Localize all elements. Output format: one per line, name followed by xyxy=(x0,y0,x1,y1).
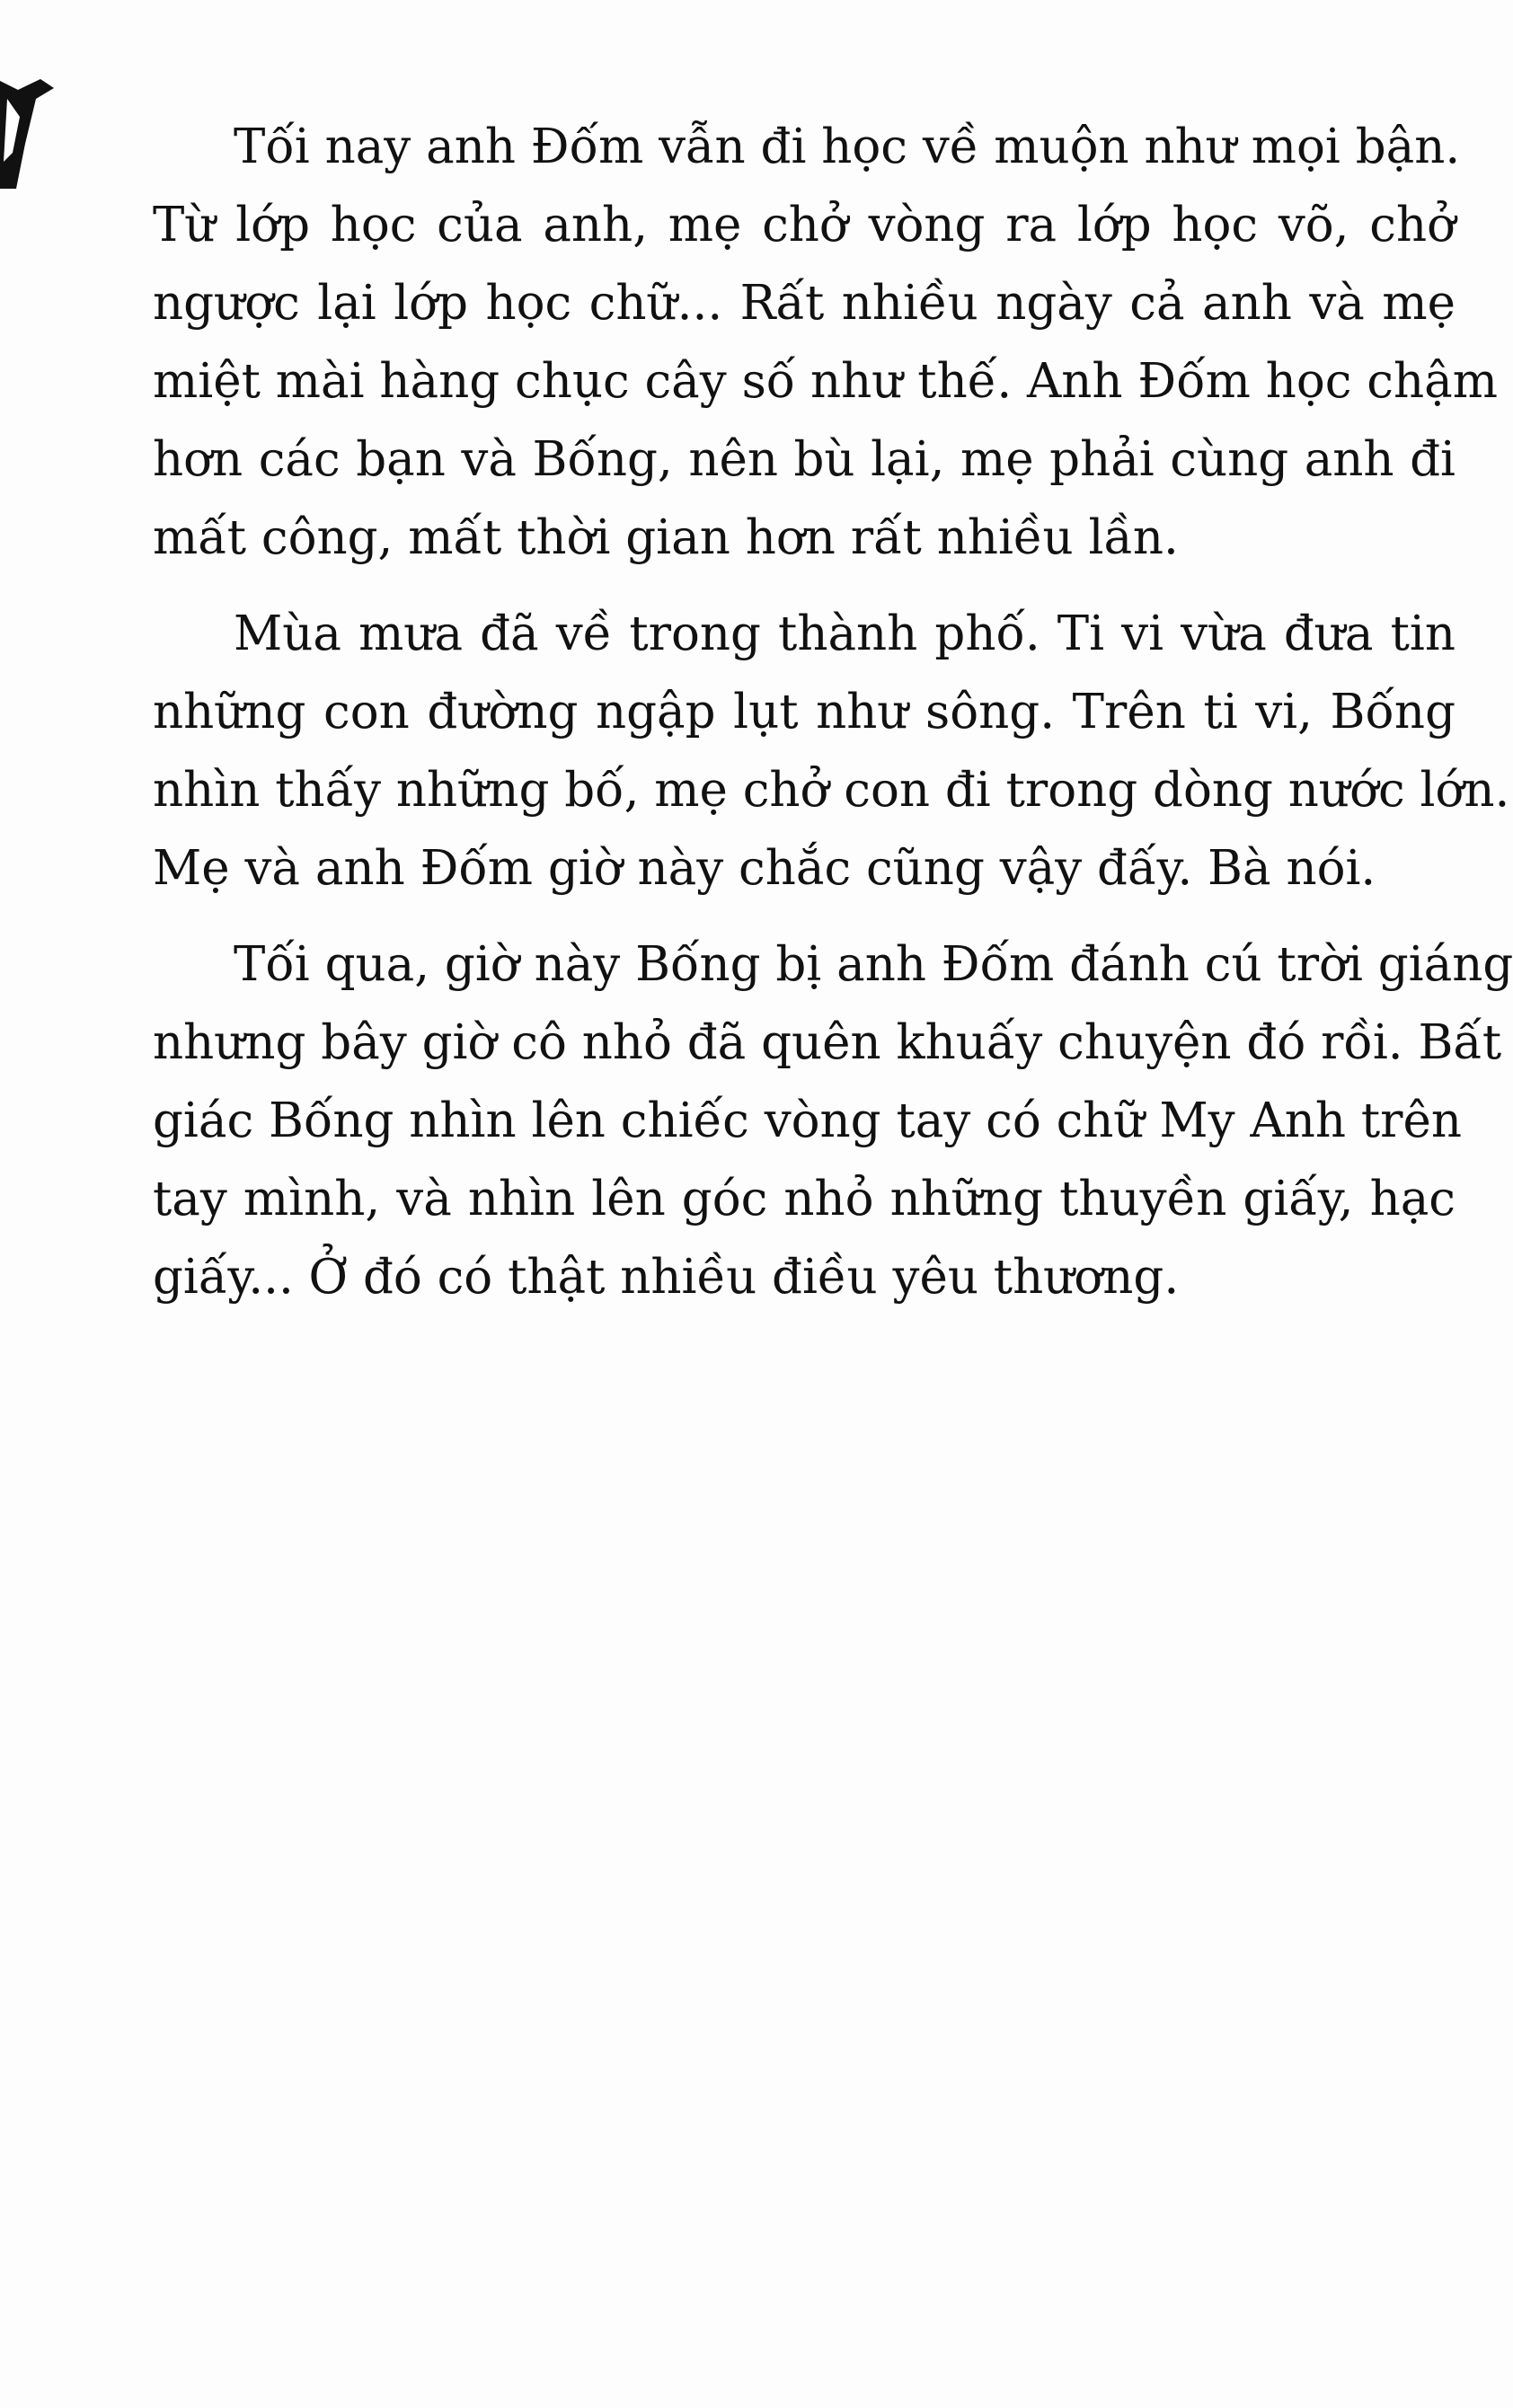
text-line: Mùa mưa đã về trong thành phố. Ti vi vừa đưa tin xyxy=(234,606,1455,661)
text-line: giấy... Ở đó có thật nhiều điều yêu thương. xyxy=(153,1250,1180,1305)
text-line: miệt mài hàng chục cây số như thế. Anh Đốm học chậm xyxy=(153,354,1498,409)
paragraph-1 xyxy=(153,108,1498,577)
text-line: hơn các bạn và Bống, nên bù lại, mẹ phải cùng anh đi xyxy=(153,432,1455,487)
story-text xyxy=(153,108,1513,1316)
text-line: nhìn thấy những bố, mẹ chở con đi trong dòng nước lớn. xyxy=(153,763,1510,818)
text-line: nhưng bây giờ cô nhỏ đã quên khuấy chuyện đó rồi. Bất xyxy=(153,1015,1502,1070)
paragraph-2 xyxy=(153,595,1510,907)
text-line: Từ lớp học của anh, mẹ chở vòng ra lớp học võ, chở xyxy=(153,198,1455,252)
text-line: giác Bống nhìn lên chiếc vòng tay có chữ My Anh trên xyxy=(153,1093,1462,1148)
text-line: ngược lại lớp học chữ... Rất nhiều ngày cả anh và mẹ xyxy=(153,276,1455,331)
text-line: Mẹ và anh Đốm giờ này chắc cũng vậy đấy. Bà nói. xyxy=(153,841,1376,896)
corner-ornament-icon xyxy=(0,63,63,189)
text-line: mất công, mất thời gian hơn rất nhiều lần. xyxy=(153,510,1179,565)
text-line: Tối qua, giờ này Bống bị anh Đốm đánh cú trời giáng xyxy=(234,937,1513,992)
paragraph-3 xyxy=(153,925,1513,1316)
text-line: tay mình, và nhìn lên góc nhỏ những thuyền giấy, hạc xyxy=(153,1172,1455,1226)
text-line: những con đường ngập lụt như sông. Trên ti vi, Bống xyxy=(153,685,1455,739)
text-line: Tối nay anh Đốm vẫn đi học về muộn như mọi bận. xyxy=(234,120,1461,174)
